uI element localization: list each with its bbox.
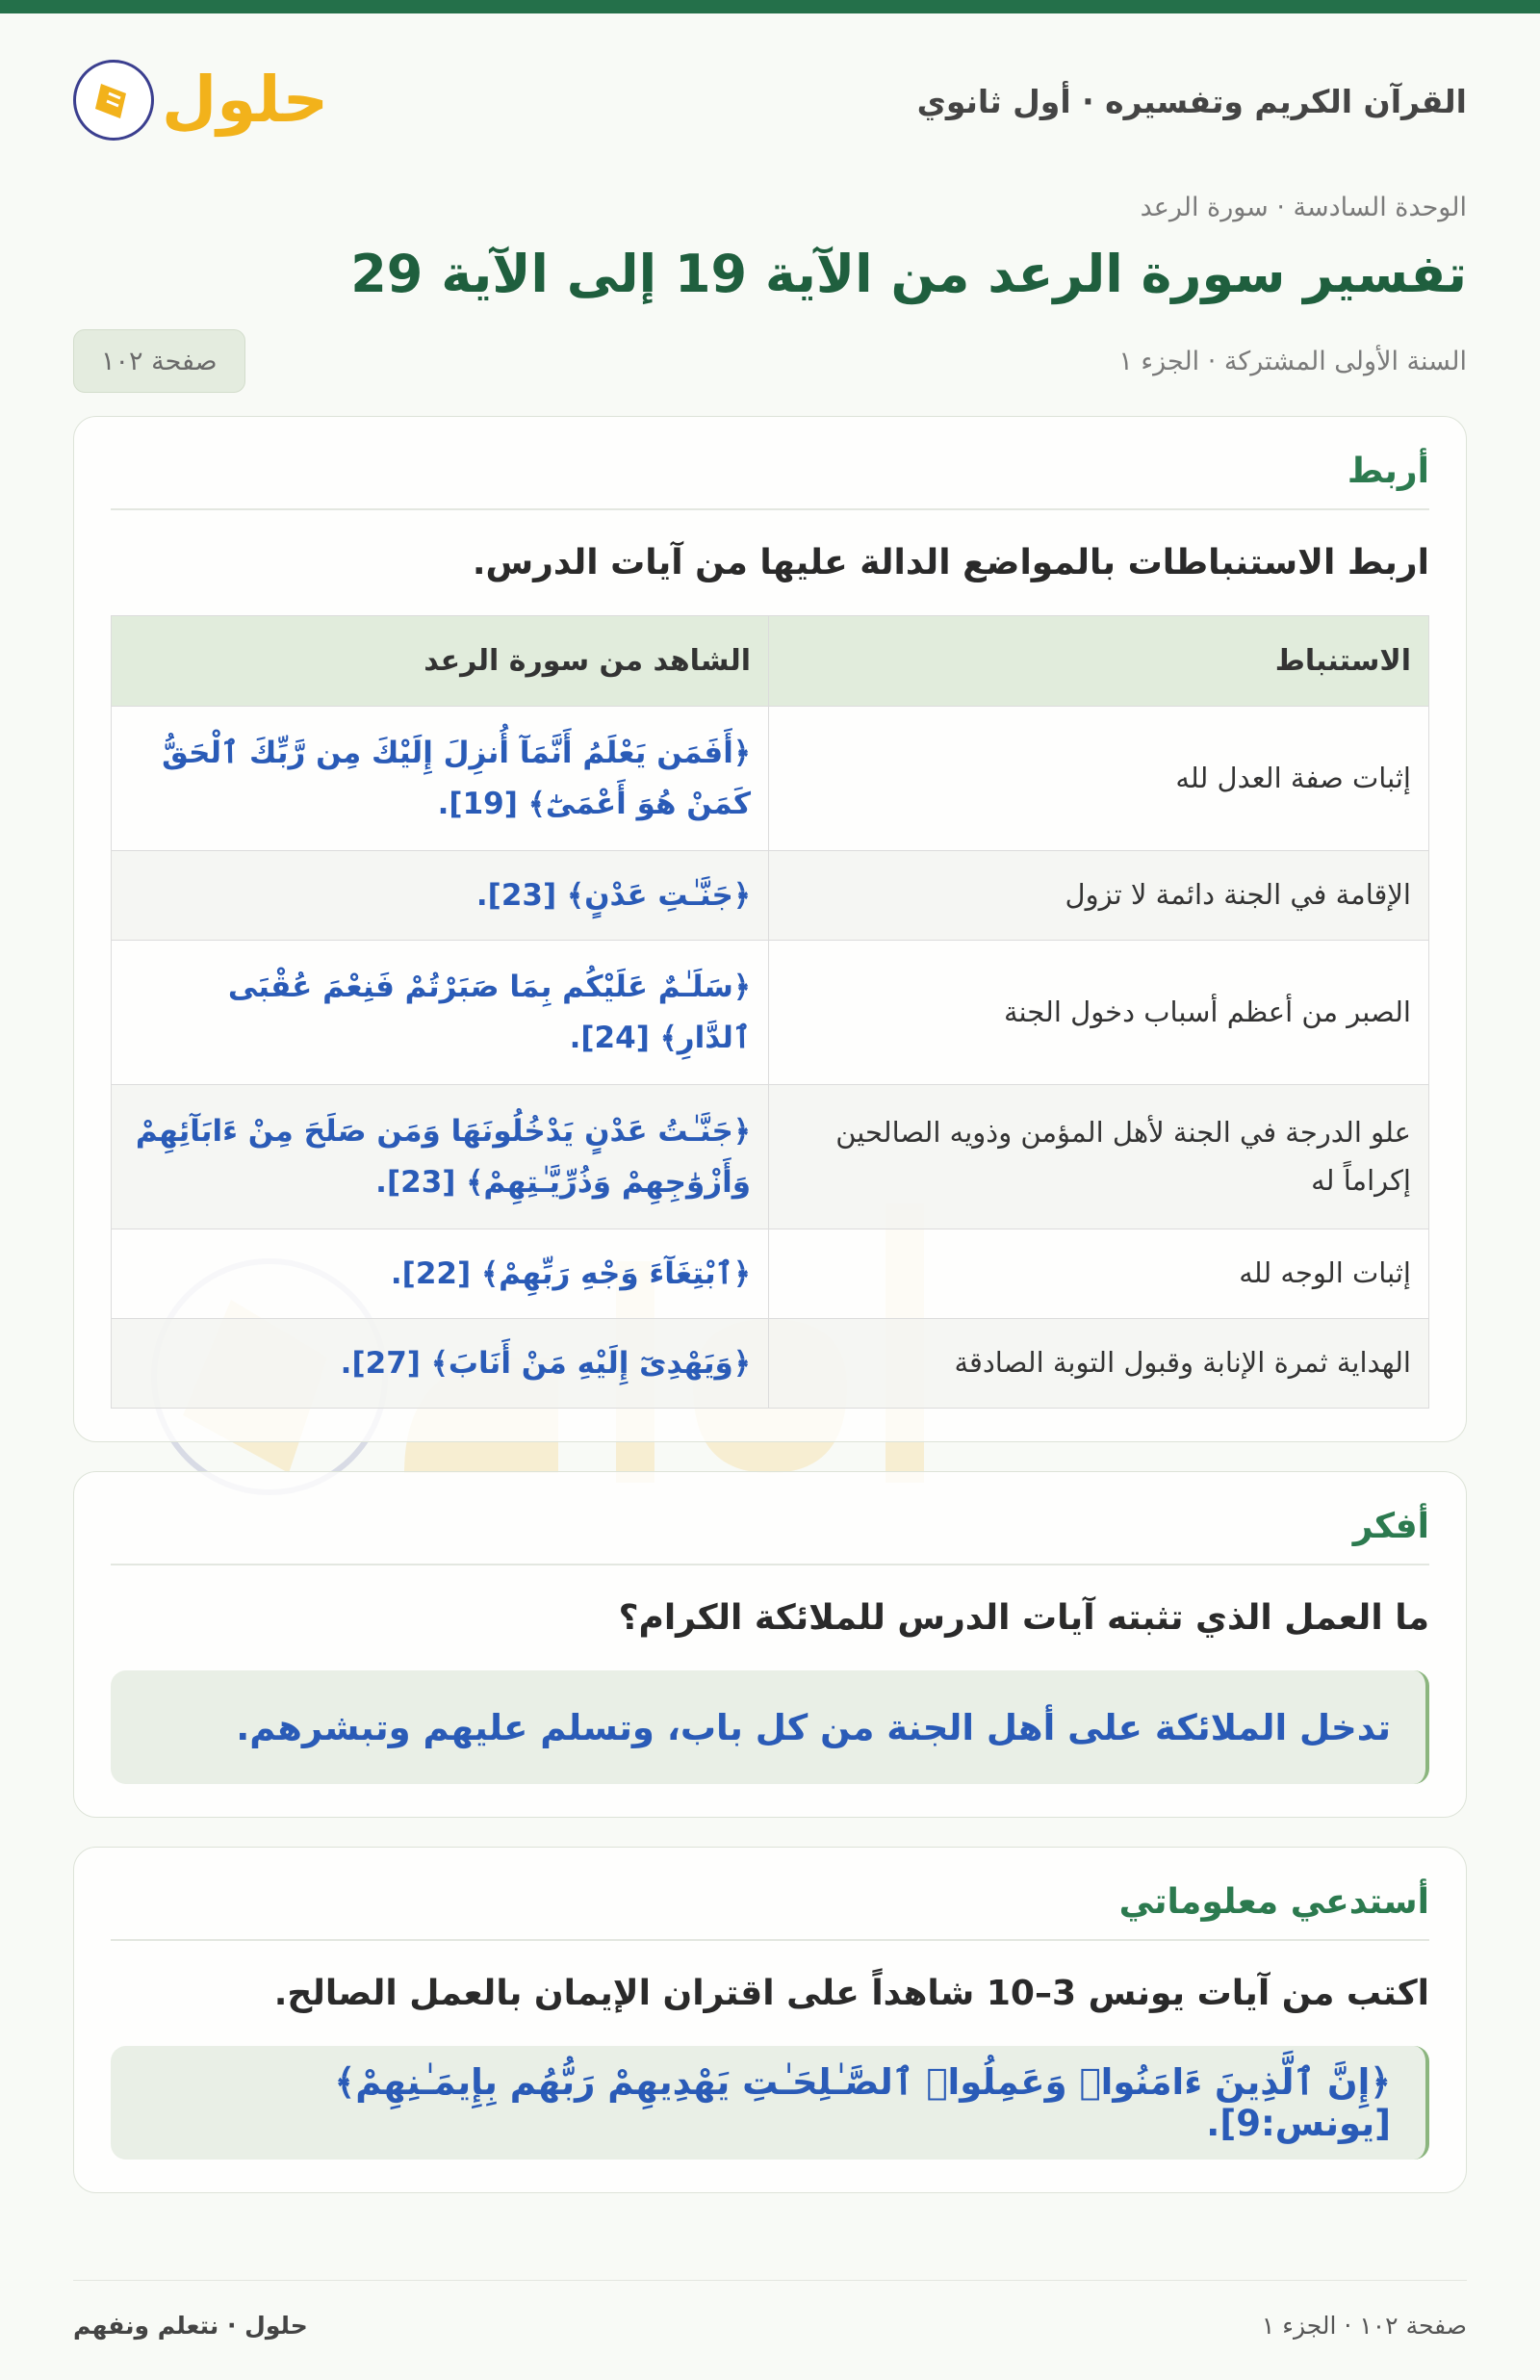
table-header-row (112, 616, 1429, 707)
table-row (112, 1319, 1429, 1409)
subject-title: القرآن الكريم وتفسيره · أول ثانوي (916, 83, 1467, 120)
breadcrumb: الوحدة السادسة · سورة الرعد (1140, 193, 1467, 222)
table-row (112, 851, 1429, 941)
inference-table (111, 615, 1429, 1409)
evidence-cell: ﴿جَنَّـٰتِ عَدْنٍ﴾ [23]. (112, 851, 769, 941)
inference-cell: الصبر من أعظم أسباب دخول الجنة (769, 941, 1429, 1085)
section-title: أفكر (111, 1507, 1429, 1565)
section-question: اكتب من آيات يونس 3–10 شاهداً على اقتران الإيمان بالعمل الصالح. (273, 1974, 1429, 2013)
page-number-badge: صفحة ١٠٢ (73, 329, 245, 393)
evidence-cell: ﴿وَيَهْدِىٓ إِلَيْهِ مَنْ أَنَابَ﴾ [27]. (112, 1319, 769, 1409)
evidence-cell: ﴿أَفَمَن يَعْلَمُ أَنَّمَآ أُنزِلَ إِلَيْكَ مِن رَّبِّكَ ٱلْحَقُّ كَمَنْ هُوَ أَعْمَىٰٓ﴾ [19]. (112, 707, 769, 851)
table-row (112, 707, 1429, 851)
footer-brand: حلول · نتعلم ونفهم (73, 2312, 308, 2340)
section-title: أربط (111, 452, 1429, 510)
table-row (112, 1085, 1429, 1229)
course-meta: السنة الأولى المشتركة · الجزء ١ (1118, 347, 1467, 376)
think-section-card (73, 1471, 1467, 1818)
footer-page-info: صفحة ١٠٢ · الجزء ١ (1261, 2312, 1467, 2340)
section-prompt: اربط الاستنباطات بالمواضع الدالة عليها من آيات الدرس. (472, 543, 1429, 582)
inference-cell: الإقامة في الجنة دائمة لا تزول (769, 851, 1429, 941)
header (73, 13, 1467, 193)
table-row (112, 941, 1429, 1085)
inference-cell: الهداية ثمرة الإنابة وقبول التوبة الصادقة (769, 1319, 1429, 1409)
column-header-evidence: الشاهد من سورة الرعد (112, 616, 769, 707)
evidence-cell: ﴿ٱبْتِغَآءَ وَجْهِ رَبِّهِمْ﴾ [22]. (112, 1229, 769, 1319)
evidence-cell: ﴿جَنَّـٰتُ عَدْنٍ يَدْخُلُونَهَا وَمَن صَلَحَ مِنْ ءَابَآئِهِمْ وَأَزْوَٰجِهِمْ وَذُرِّيَّـٰتِهِمْ﴾ [23]. (112, 1085, 769, 1229)
logo-text: حلول (162, 63, 329, 137)
page-footer (73, 2280, 1467, 2347)
evidence-cell: ﴿سَلَـٰمٌ عَلَيْكُم بِمَا صَبَرْتُمْ فَنِعْمَ عُقْبَى ٱلدَّارِ﴾ [24]. (112, 941, 769, 1085)
answer-box: ﴿إِنَّ ٱلَّذِينَ ءَامَنُوا۟ وَعَمِلُوا۟ ٱلصَّـٰلِحَـٰتِ يَهْدِيهِمْ رَبُّهُم بِإِيمَـٰنِهِمْ﴾ [يونس:9]. (111, 2046, 1429, 2160)
page-title: تفسير سورة الرعد من الآية 19 إلى الآية 29 (350, 244, 1467, 304)
section-title: أستدعي معلوماتي (111, 1882, 1429, 1941)
logo-emblem-icon (73, 60, 154, 141)
inference-cell: علو الدرجة في الجنة لأهل المؤمن وذويه الصالحين إكراماً له (769, 1085, 1429, 1229)
inference-cell: إثبات صفة العدل لله (769, 707, 1429, 851)
page (73, 13, 1467, 2340)
link-section-card (73, 416, 1467, 1442)
section-question: ما العمل الذي تثبته آيات الدرس للملائكة الكرام؟ (618, 1598, 1429, 1638)
table-row (112, 1229, 1429, 1319)
meta-row (73, 329, 1467, 397)
inference-cell: إثبات الوجه لله (769, 1229, 1429, 1319)
brand-logo[interactable] (73, 60, 328, 141)
answer-box: تدخل الملائكة على أهل الجنة من كل باب، وتسلم عليهم وتبشرهم. (111, 1670, 1429, 1784)
column-header-inference: الاستنباط (769, 616, 1429, 707)
recall-section-card (73, 1847, 1467, 2193)
top-accent-bar (0, 0, 1540, 13)
